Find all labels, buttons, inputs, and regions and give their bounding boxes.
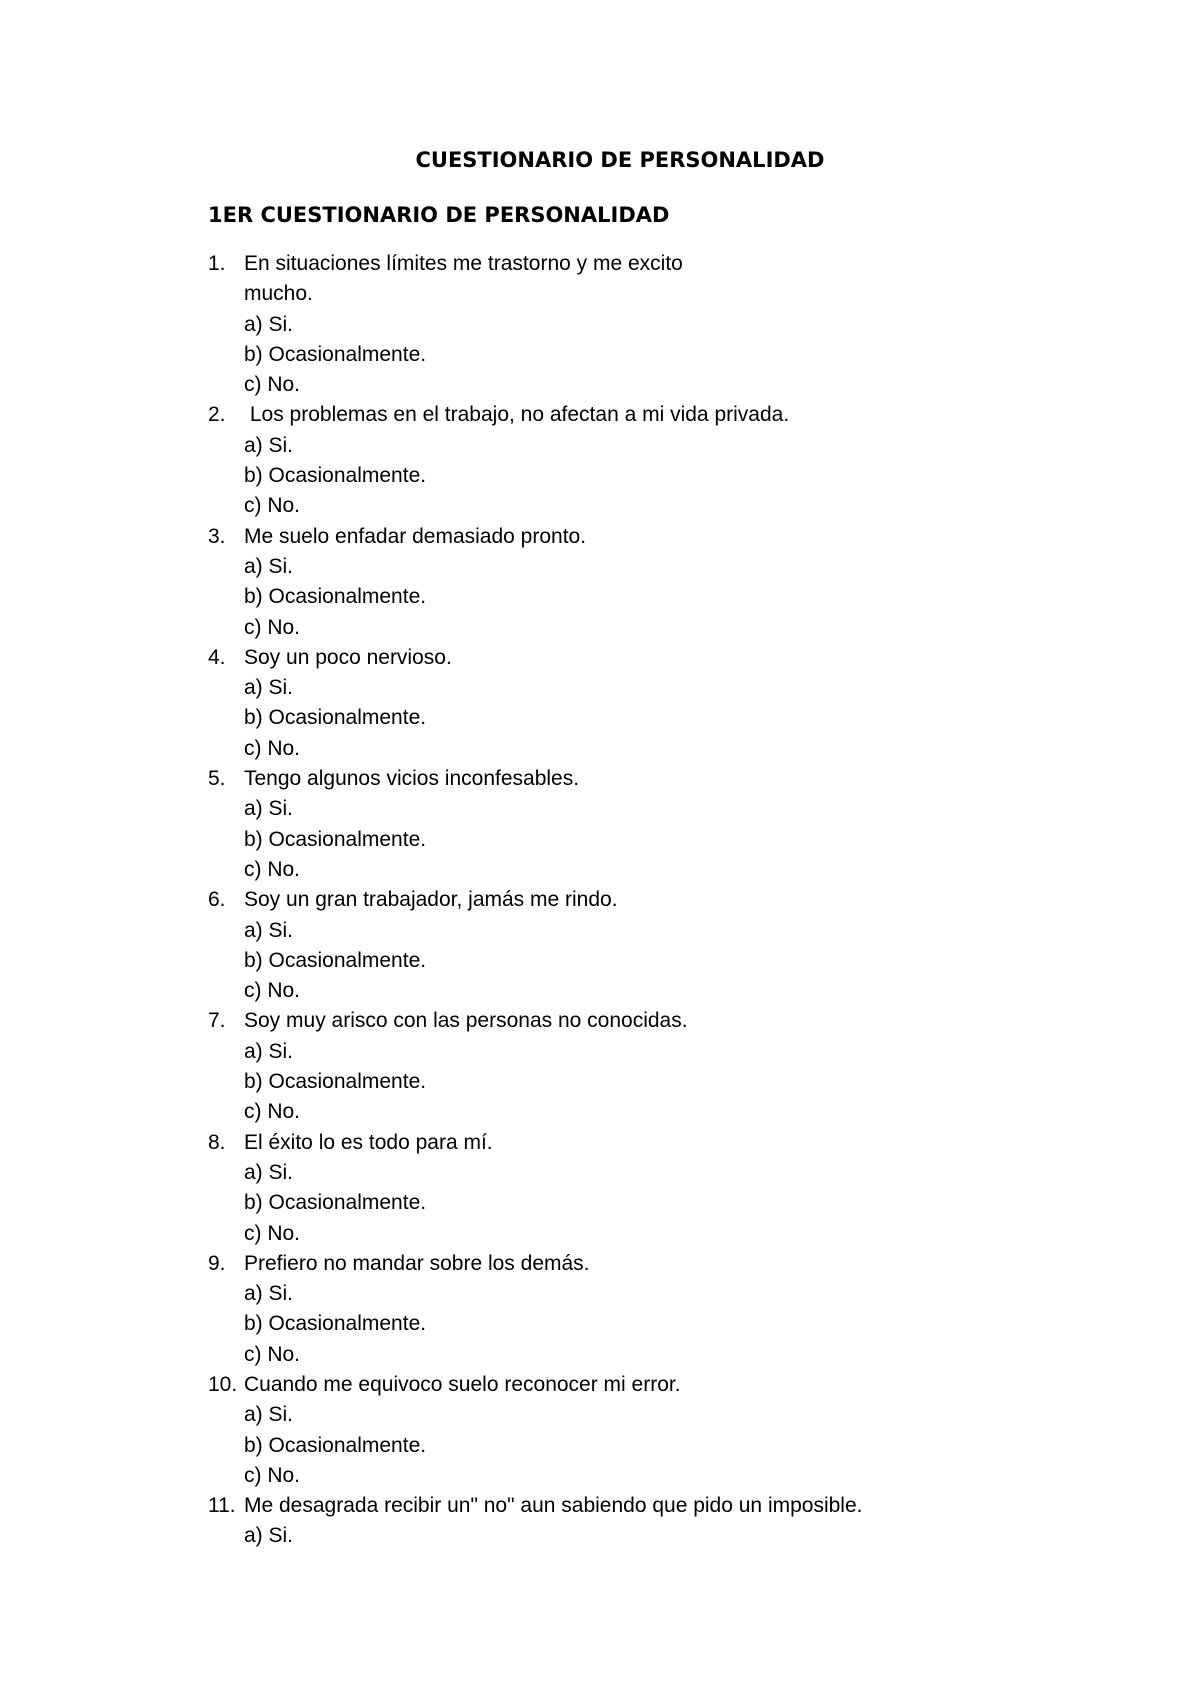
- answer-option: c) No.: [244, 857, 301, 881]
- answer-option: c) No.: [244, 1342, 301, 1366]
- answer-option: a) Si.: [244, 1160, 294, 1184]
- option-list: [244, 916, 1108, 1007]
- question-number: 10.: [208, 1372, 238, 1396]
- question-item: [208, 1370, 1108, 1491]
- question-text: Tengo algunos vicios inconfesables.: [244, 767, 580, 791]
- answer-option: b) Ocasionalmente.: [244, 948, 427, 972]
- question-number: 5.: [208, 767, 226, 791]
- answer-option: c) No.: [244, 494, 301, 518]
- question-number: 9.: [208, 1251, 226, 1275]
- question-text: En situaciones límites me trastorno y me excito mucho.: [244, 252, 689, 306]
- answer-option: c) No.: [244, 736, 301, 760]
- question-number: 2.: [208, 403, 226, 427]
- option-list: [244, 1521, 1108, 1551]
- question-text: Cuando me equivoco suelo reconocer mi error.: [244, 1372, 681, 1396]
- answer-option: b) Ocasionalmente.: [244, 1312, 427, 1336]
- answer-option: a) Si.: [244, 312, 294, 336]
- answer-option: a) Si.: [244, 1524, 294, 1548]
- question-text: Soy un poco nervioso.: [244, 645, 452, 669]
- question-item: [208, 249, 1108, 400]
- question-text: Soy un gran trabajador, jamás me rindo.: [244, 888, 618, 912]
- document-subtitle: 1ER CUESTIONARIO DE PERSONALIDAD: [208, 203, 670, 227]
- option-list: [244, 1279, 1108, 1370]
- question-item: [208, 1491, 1108, 1552]
- answer-option: a) Si.: [244, 1403, 294, 1427]
- option-list: [244, 1158, 1108, 1249]
- answer-option: b) Ocasionalmente.: [244, 585, 427, 609]
- question-number: 8.: [208, 1130, 226, 1154]
- question-text: Los problemas en el trabajo, no afectan a mi vida privada.: [244, 403, 790, 427]
- question-text: Me suelo enfadar demasiado pronto.: [244, 524, 587, 548]
- question-number: 4.: [208, 645, 226, 669]
- question-number: 7.: [208, 1009, 226, 1033]
- question-item: [208, 522, 1108, 643]
- answer-option: c) No.: [244, 1463, 301, 1487]
- question-text: Prefiero no mandar sobre los demás.: [244, 1251, 590, 1275]
- question-list: [208, 249, 1108, 1552]
- option-list: [244, 673, 1108, 764]
- question-text: Soy muy arisco con las personas no conocidas.: [244, 1009, 688, 1033]
- option-list: [244, 1037, 1108, 1128]
- question-text: El éxito lo es todo para mí.: [244, 1130, 493, 1154]
- answer-option: a) Si.: [244, 676, 294, 700]
- answer-option: a) Si.: [244, 797, 294, 821]
- document-title: CUESTIONARIO DE PERSONALIDAD: [415, 148, 825, 172]
- question-number: 6.: [208, 888, 226, 912]
- option-list: [244, 794, 1108, 885]
- answer-option: c) No.: [244, 615, 301, 639]
- question-text: Me desagrada recibir un" no" aun sabiendo que pido un imposible.: [244, 1494, 863, 1518]
- question-item: [208, 400, 1108, 521]
- option-list: [244, 552, 1108, 643]
- answer-option: a) Si.: [244, 1282, 294, 1306]
- question-item: [208, 885, 1108, 1006]
- option-list: [244, 310, 1108, 401]
- answer-option: b) Ocasionalmente.: [244, 827, 427, 851]
- answer-option: b) Ocasionalmente.: [244, 342, 427, 366]
- answer-option: b) Ocasionalmente.: [244, 1433, 427, 1457]
- answer-option: b) Ocasionalmente.: [244, 1070, 427, 1094]
- question-number: 1.: [208, 252, 226, 275]
- question-item: [208, 764, 1108, 885]
- answer-option: c) No.: [244, 1221, 301, 1245]
- option-list: [244, 431, 1108, 522]
- question-item: [208, 1249, 1108, 1370]
- answer-option: a) Si.: [244, 554, 294, 578]
- answer-option: a) Si.: [244, 918, 294, 942]
- question-number: 3.: [208, 524, 226, 548]
- option-list: [244, 1400, 1108, 1491]
- question-item: [208, 1128, 1108, 1249]
- answer-option: b) Ocasionalmente.: [244, 464, 427, 488]
- answer-option: b) Ocasionalmente.: [244, 1191, 427, 1215]
- answer-option: c) No.: [244, 979, 301, 1003]
- question-number: 11.: [208, 1494, 236, 1518]
- answer-option: c) No.: [244, 373, 301, 397]
- answer-option: b) Ocasionalmente.: [244, 706, 427, 730]
- answer-option: a) Si.: [244, 433, 294, 457]
- question-item: [208, 1006, 1108, 1127]
- answer-option: c) No.: [244, 1100, 301, 1124]
- answer-option: a) Si.: [244, 1039, 294, 1063]
- question-item: [208, 643, 1108, 764]
